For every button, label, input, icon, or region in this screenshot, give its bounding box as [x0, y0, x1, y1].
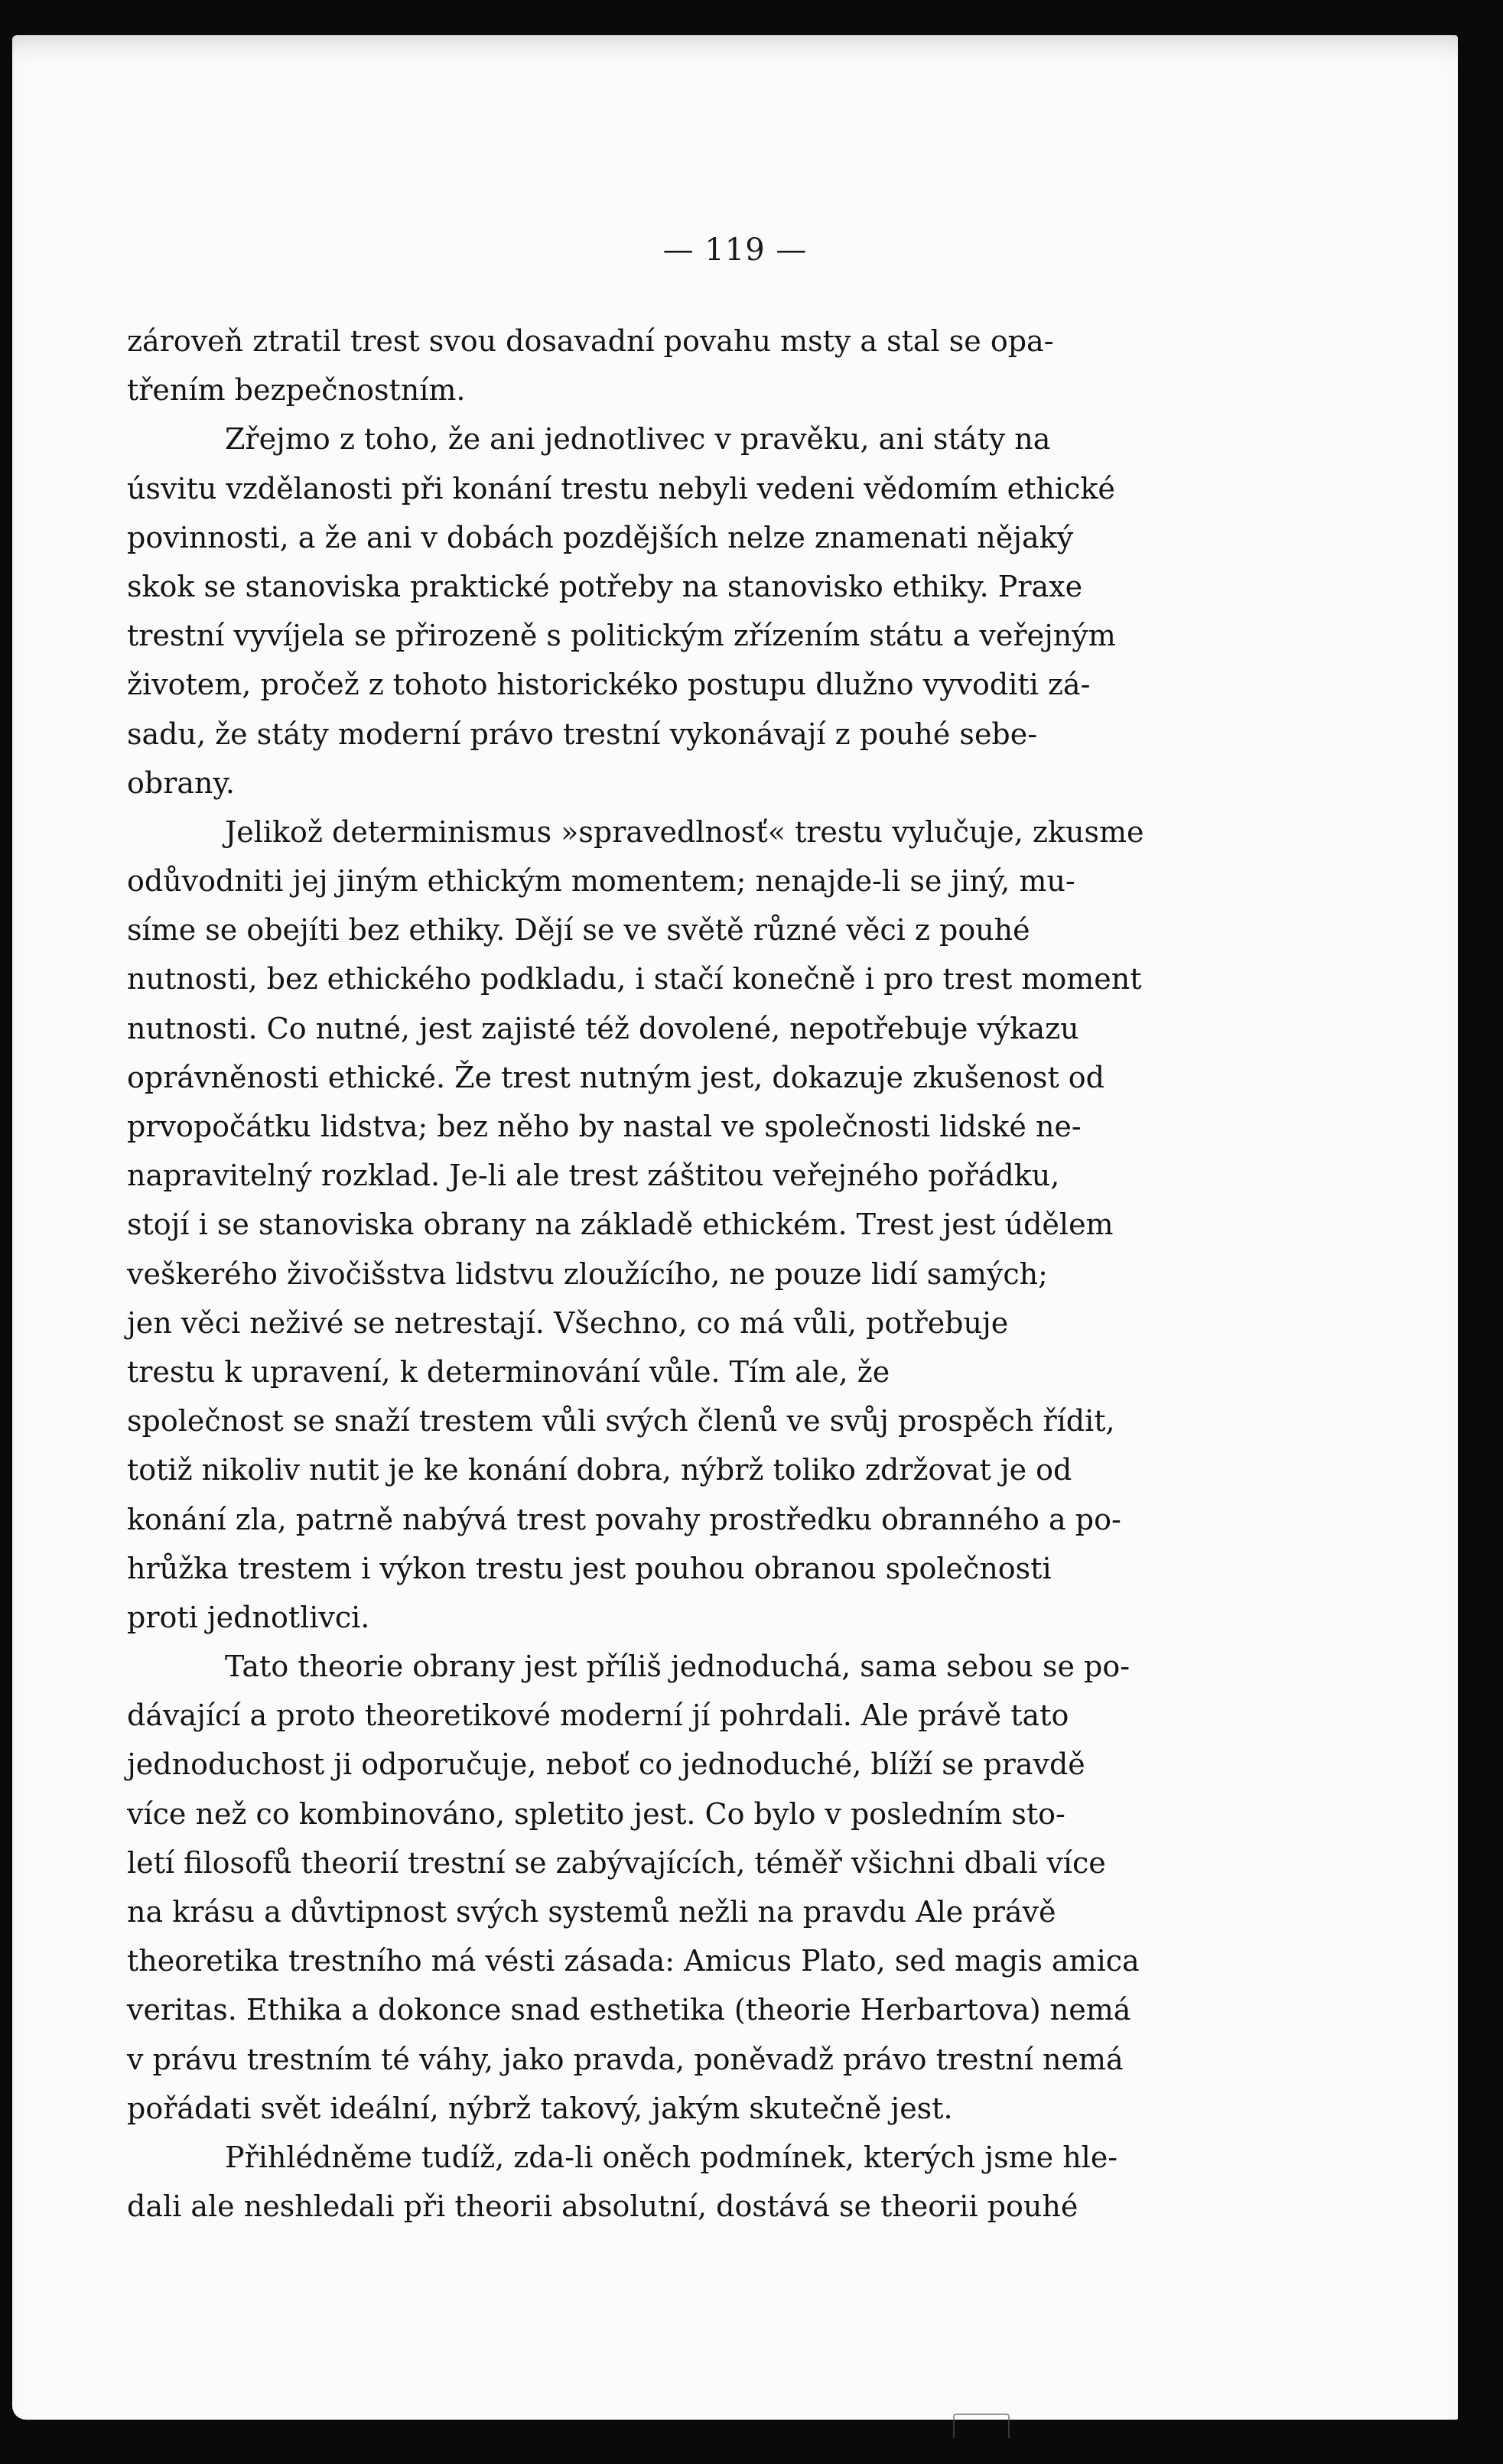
text-line: veškerého živočišstva lidstvu zloužícího, ne pouze lidí samých; — [127, 1256, 1048, 1291]
text-line: více než co kombinováno, spletito jest. Co bylo v posledním sto- — [127, 1796, 1065, 1831]
text-line: trestní vyvíjela se přirozeně s politickým zřízením státu a veřejným — [127, 619, 1116, 653]
text-line: dávající a proto theoretikové moderní jí pohrdali. Ale právě tato — [127, 1698, 1069, 1733]
text-line: stojí i se stanoviska obrany na základě ethickém. Trest jest údělem — [127, 1208, 1114, 1242]
text-line: sadu, že státy moderní právo trestní vykonávají z pouhé sebe- — [127, 717, 1038, 751]
text-line: společnost se snaží trestem vůli svých členů ve svůj prospěch řídit, — [127, 1404, 1115, 1438]
text-line: v právu trestním té váhy, jako pravda, poněvadž právo trestní nemá — [127, 2042, 1124, 2076]
body-text — [127, 317, 1296, 2231]
text-line: proti jednotlivci. — [127, 1600, 370, 1634]
paragraph-start-line: Jelikož determinismus »spravedlnosť« trestu vylučuje, zkusme — [225, 814, 1144, 849]
text-line: obrany. — [127, 766, 235, 800]
text-line: letí filosofů theorií trestní se zabývajících, téměř všichni dbali více — [127, 1845, 1106, 1880]
text-line: nutnosti. Co nutné, jest zajisté též dovolené, nepotřebuje výkazu — [127, 1011, 1079, 1045]
scanned-book-page — [12, 35, 1458, 2420]
text-line: odůvodniti jej jiným ethickým momentem; nenajde-li se jiný, mu- — [127, 864, 1075, 899]
text-line: síme se obejíti bez ethiky. Dějí se ve světě různé věci z pouhé — [127, 913, 1030, 948]
text-line: napravitelný rozklad. Je-li ale trest záštitou veřejného pořádku, — [127, 1159, 1060, 1193]
text-line: dali ale neshledali při theorii absolutní, dostává se theorii pouhé — [127, 2189, 1078, 2224]
paragraph-start-line: Zřejmo z toho, že ani jednotlivec v pravěku, ani státy na — [225, 422, 1051, 457]
text-line: třením bezpečnostním. — [127, 373, 466, 408]
text-line: totiž nikoliv nutit je ke konání dobra, nýbrž toliko zdržovat je od — [127, 1453, 1072, 1487]
paragraph-start-line: Přihlédněme tudíž, zda-li oněch podmínek, kterých jsme hle- — [225, 2140, 1118, 2174]
text-line: úsvitu vzdělanosti při konání trestu nebyli vedeni vědomím ethické — [127, 471, 1115, 505]
text-line: konání zla, patrně nabývá trest povahy prostředku obranného a po- — [127, 1502, 1121, 1536]
text-line: skok se stanoviska praktické potřeby na stanovisko ethiky. Praxe — [127, 569, 1083, 603]
text-line: pořádati svět ideální, nýbrž takový, jakým skutečně jest. — [127, 2091, 953, 2125]
text-line: jen věci neživé se netrestají. Všechno, co má vůli, potřebuje — [127, 1305, 1009, 1340]
text-line: nutnosti, bez ethického podkladu, i stačí konečně i pro trest moment — [127, 962, 1142, 996]
text-line: zároveň ztratil trest svou dosavadní povahu msty a stal se opa- — [127, 324, 1054, 358]
binding-mark — [953, 2414, 1010, 2438]
text-line: hrůžka trestem i výkon trestu jest pouhou obranou společnosti — [127, 1551, 1052, 1585]
text-line: na krásu a důvtipnost svých systemů nežli na pravdu Ale právě — [127, 1895, 1056, 1929]
text-line: oprávněnosti ethické. Že trest nutným jest, dokazuje zkušenost od — [127, 1060, 1105, 1094]
paragraph-start-line: Tato theorie obrany jest příliš jednoduchá, sama sebou se po- — [225, 1650, 1131, 1684]
text-line: životem, pročež z tohoto historickéko postupu dlužno vyvoditi zá- — [127, 668, 1091, 702]
text-line: jednoduchost ji odporučuje, neboť co jednoduché, blíží se pravdě — [127, 1747, 1085, 1782]
text-line: trestu k upravení, k determinování vůle. Tím ale, že — [127, 1354, 890, 1389]
text-line: veritas. Ethika a dokonce snad esthetika (theorie Herbartova) nemá — [127, 1993, 1131, 2027]
page-number: — 119 — — [662, 232, 808, 268]
text-line: prvopočátku lidstva; bez něho by nastal ve společnosti lidské ne- — [127, 1110, 1082, 1143]
text-line: theoretika trestního má vésti zásada: Amicus Plato, sed magis amica — [127, 1944, 1140, 1978]
text-line: povinnosti, a že ani v dobách pozdějších nelze znamenati nějaký — [127, 520, 1074, 554]
